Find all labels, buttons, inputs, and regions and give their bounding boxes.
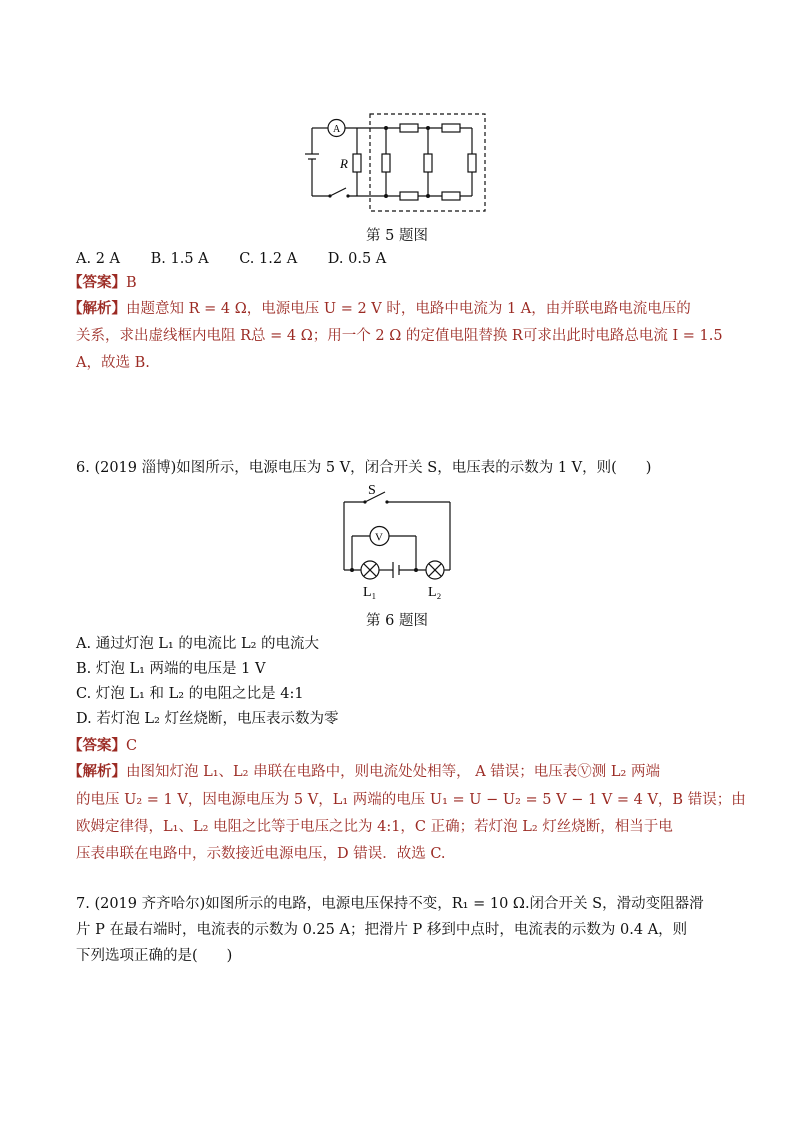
answer-tag: 【答案】 bbox=[68, 274, 126, 291]
voltmeter-label: V bbox=[375, 531, 383, 544]
q6-analysis-line-2: 的电压 U₂ = 1 V，因电源电压为 5 V，L₁ 两端的电压 U₁ = U − U₂ = 5 V − 1 V = 4 V，B 错误；由 bbox=[76, 792, 746, 808]
q5-option-b: B. 1.5 A bbox=[150, 251, 209, 267]
analysis-text: 由图知灯泡 L₁、L₂ 串联在电路中，则电流处处相等， A 错误；电压表Ⓥ测 L₂ 两端 bbox=[126, 764, 660, 780]
q5-option-d: D. 0.5 A bbox=[327, 251, 387, 267]
ammeter-label: A bbox=[333, 124, 341, 135]
q6-circuit-diagram bbox=[330, 480, 470, 604]
q7-question-line-2: 片 P 在最右端时，电流表的示数为 0.25 A；把滑片 P 移到中点时，电流表的示数为 0.4 A，则 bbox=[76, 922, 688, 938]
q5-options bbox=[76, 249, 724, 269]
q7-question-line-1: 7. (2019 齐齐哈尔)如图所示的电路，电源电压保持不变，R₁ = 10 Ω.闭合开关 S，滑动变阻器滑 bbox=[76, 896, 704, 912]
q5-analysis-line-2: 关系，求出虚线框内电阻 R总 = 4 Ω；用一个 2 Ω 的定值电阻替换 R可求出此时电路总电流 I = 1.5 bbox=[76, 328, 723, 344]
answer-value: C bbox=[126, 738, 138, 754]
answer-value: B bbox=[126, 275, 137, 291]
lamp1-label: L₁ bbox=[363, 585, 377, 600]
q6-analysis-line-3: 欧姆定律得，L₁、L₂ 电阻之比等于电压之比为 4:1，C 正确；若灯泡 L₂ 灯丝烧断，相当于电 bbox=[76, 819, 673, 835]
q6-analysis-line-4: 压表串联在电路中，示数接近电源电压，D 错误．故选 C. bbox=[76, 846, 446, 862]
q5-analysis-line-1 bbox=[68, 299, 724, 319]
q5-answer bbox=[68, 273, 724, 293]
q6-caption: 第 6 题图 bbox=[366, 613, 428, 629]
q6-question: 6. (2019 淄博)如图所示，电源电压为 5 V，闭合开关 S，电压表的示数为 1 V，则( ) bbox=[76, 460, 652, 476]
analysis-tag: 【解析】 bbox=[68, 300, 126, 317]
switch-label: S bbox=[368, 483, 376, 498]
q6-analysis-line-1 bbox=[68, 762, 724, 782]
q5-option-c: C. 1.2 A bbox=[239, 251, 298, 267]
answer-tag: 【答案】 bbox=[68, 737, 126, 754]
q6-option-b: B. 灯泡 L₁ 两端的电压是 1 V bbox=[76, 661, 266, 677]
q6-option-d: D. 若灯泡 L₂ 灯丝烧断，电压表示数为零 bbox=[76, 711, 339, 727]
q6-option-a: A. 通过灯泡 L₁ 的电流比 L₂ 的电流大 bbox=[76, 636, 320, 652]
q6-option-c: C. 灯泡 L₁ 和 L₂ 的电阻之比是 4:1 bbox=[76, 686, 304, 702]
analysis-tag: 【解析】 bbox=[68, 763, 126, 780]
q5-circuit-diagram bbox=[300, 108, 500, 212]
q6-answer bbox=[68, 736, 724, 756]
resistor-label: R bbox=[340, 156, 348, 171]
q5-option-a: A. 2 A bbox=[76, 251, 120, 267]
q5-analysis-line-3: A，故选 B. bbox=[76, 355, 150, 371]
q7-question-line-3: 下列选项正确的是( ) bbox=[76, 948, 233, 964]
lamp2-label: L₂ bbox=[428, 585, 442, 600]
analysis-text: 由题意知 R = 4 Ω，电源电压 U = 2 V 时，电路中电流为 1 A，由并联电路电流电压的 bbox=[126, 301, 691, 317]
q5-caption: 第 5 题图 bbox=[366, 228, 428, 244]
